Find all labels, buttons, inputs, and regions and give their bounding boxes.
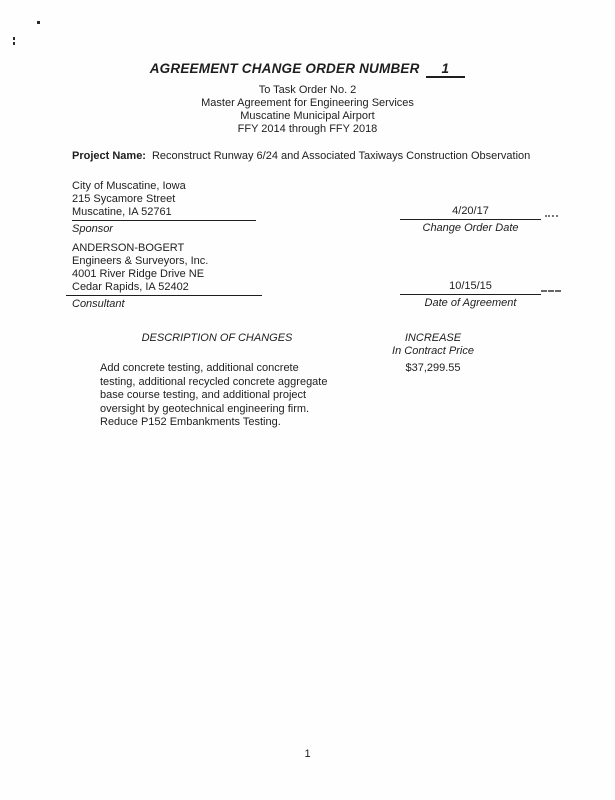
subtitle-master-agreement: Master Agreement for Engineering Services [201, 97, 414, 109]
change-order-date-field [400, 205, 541, 235]
project-name-value: Reconstruct Runway 6/24 and Associated Taxiways Construction Observation [151, 150, 531, 162]
consultant-city-state-zip: Cedar Rapids, IA 52402 [66, 281, 262, 296]
increase-subheading: In Contract Price [392, 345, 474, 357]
consultant-name: ANDERSON-BOGERT [72, 242, 185, 254]
consultant-street: 4001 River Ridge Drive NE [72, 268, 205, 280]
scan-artifact-colon [13, 37, 15, 40]
changes-description [100, 362, 370, 430]
increase-heading: INCREASE [404, 332, 462, 344]
scan-artifact-dot [37, 21, 40, 24]
document-title-row [0, 62, 615, 78]
agreement-date-field [400, 280, 541, 310]
project-name-label: Project Name: [72, 150, 146, 162]
changes-description-line: base course testing, and additional project [100, 389, 307, 401]
sponsor-role-label: Sponsor [72, 223, 113, 235]
change-order-date-value: 4/20/17 [400, 205, 541, 220]
subtitle-task-order: To Task Order No. 2 [258, 84, 357, 96]
changes-description-line: Add concrete testing, additional concrete [100, 362, 299, 374]
increase-column-heading [377, 332, 489, 358]
consultant-role-label: Consultant [72, 298, 125, 310]
agreement-date-label: Date of Agreement [424, 297, 517, 309]
change-order-number: 1 [426, 62, 466, 78]
change-order-date-label: Change Order Date [422, 222, 519, 234]
consultant-company: Engineers & Surveyors, Inc. [72, 255, 209, 267]
project-name-row [72, 150, 530, 163]
changes-description-line: Reduce P152 Embankments Testing. [100, 416, 281, 428]
page-number: 1 [304, 748, 311, 760]
description-of-changes-heading: DESCRIPTION OF CHANGES [141, 332, 293, 344]
scan-artifact-colon [13, 42, 15, 45]
sponsor-name: City of Muscatine, Iowa [72, 180, 186, 192]
sponsor-city-state-zip: Muscatine, IA 52761 [72, 206, 256, 221]
subtitle-airport: Muscatine Municipal Airport [240, 110, 375, 122]
sponsor-street: 215 Sycamore Street [72, 193, 176, 205]
changes-description-line: oversight by geotechnical engineering firm. [100, 402, 310, 415]
scan-artifact-dashes [541, 290, 561, 292]
scan-artifact-dashes [545, 215, 558, 217]
increase-amount: $37,299.55 [405, 362, 461, 374]
consultant-address-block [72, 242, 262, 311]
document-subtitles [0, 84, 615, 136]
subtitle-ffy-range: FFY 2014 through FFY 2018 [237, 123, 378, 135]
document-title: AGREEMENT CHANGE ORDER NUMBER [149, 61, 420, 76]
agreement-date-value: 10/15/15 [400, 280, 541, 295]
sponsor-address-block [72, 180, 256, 236]
changes-description-line: testing, additional recycled concrete aggregate [100, 375, 328, 388]
